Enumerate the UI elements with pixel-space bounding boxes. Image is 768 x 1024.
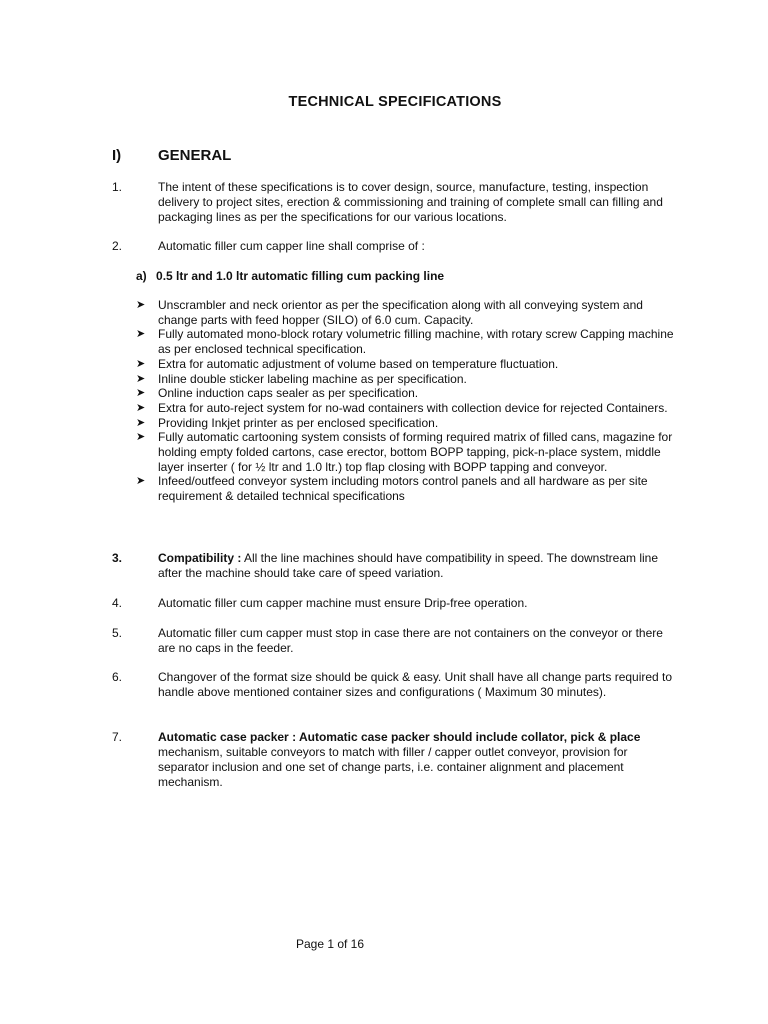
item-number: 4. [112, 596, 123, 610]
bullet-list [136, 298, 681, 504]
item-text: Automatic filler cum capper machine must ensure Drip-free operation. [158, 596, 528, 610]
arrow-bullet-icon: ➤ [136, 328, 146, 341]
item-lead: Compatibility : [158, 551, 242, 565]
list-item-text: Online induction caps sealer as per specification. [158, 386, 419, 401]
list-item-text: Fully automatic cartooning system consists of forming required matrix of filled cans, magazine for holding empty folded cartons, case erector, bottom BOPP tapping, pick-n-place system, middle layer inserter ( for ½ ltr and 1.0 ltr.) top flap closing with BOPP tapping and conveyor. [158, 430, 673, 474]
list-item [136, 401, 681, 416]
arrow-bullet-icon: ➤ [136, 372, 146, 385]
list-item-text: Extra for automatic adjustment of volume based on temperature fluctuation. [158, 356, 559, 371]
section-label: GENERAL [158, 147, 232, 164]
list-item [136, 372, 681, 387]
list-item [136, 327, 681, 356]
item-text: Automatic filler cum capper must stop in case there are not containers on the conveyor or there are no caps in the feeder. [158, 626, 663, 655]
arrow-bullet-icon: ➤ [136, 387, 146, 400]
list-item-text: Infeed/outfeed conveyor system including motors control panels and all hardware as per site requirement & detailed technical specifications [158, 474, 648, 504]
section-number: I) [112, 147, 122, 164]
subsection-label: 0.5 ltr and 1.0 ltr automatic filling cum packing line [156, 269, 445, 283]
item-text [158, 551, 680, 581]
list-item-text: Providing Inkjet printer as per enclosed specification. [158, 415, 439, 430]
item-number: 2. [112, 239, 123, 253]
item-body: mechanism, suitable conveyors to match with filler / capper outlet conveyor, provision for separator inclusion and one set of change parts, i.e. container alignment and placement mechanism. [158, 745, 628, 789]
item-text [158, 730, 680, 790]
list-item-text: Inline double sticker labeling machine as per specification. [158, 371, 467, 386]
item-text: Automatic filler cum capper line shall comprise of : [158, 239, 425, 253]
list-item-text: Fully automated mono-block rotary volumetric filling machine, with rotary screw Capping machine as per enclosed technical specification. [158, 327, 674, 357]
arrow-bullet-icon: ➤ [136, 475, 146, 488]
list-item [136, 386, 681, 401]
list-item-text: Extra for auto-reject system for no-wad containers with collection device for rejected Containers. [158, 400, 668, 415]
item-number: 3. [112, 551, 123, 565]
page-number: Page 1 of 16 [295, 937, 365, 951]
arrow-bullet-icon: ➤ [136, 299, 146, 311]
arrow-bullet-icon: ➤ [136, 357, 146, 370]
list-item [136, 416, 681, 431]
list-item [136, 298, 681, 327]
item-number: 6. [112, 670, 123, 684]
document-title: TECHNICAL SPECIFICATIONS [288, 94, 502, 110]
arrow-bullet-icon: ➤ [136, 431, 146, 444]
item-text: Changover of the format size should be quick & easy. Unit shall have all change parts required to handle above mentioned container sizes and configurations ( Maximum 30 minutes). [158, 670, 673, 699]
item-body: All the line machines should have compatibility in speed. The downstream line after the machine should take care of speed variation. [158, 551, 659, 580]
list-item [136, 474, 681, 503]
subsection-marker: a) [136, 269, 147, 283]
subsection-heading [136, 269, 444, 283]
list-item [136, 357, 681, 372]
arrow-bullet-icon: ➤ [136, 416, 146, 429]
item-lead: Automatic case packer : Automatic case packer should include collator, pick & place [158, 730, 641, 744]
list-item [136, 430, 681, 474]
list-item-text: Unscrambler and neck orientor as per the specification along with all conveying system and change parts with feed hopper (SILO) of 6.0 cum. Capacity. [158, 298, 643, 327]
arrow-bullet-icon: ➤ [136, 401, 146, 414]
item-number: 1. [112, 180, 123, 194]
item-text: The intent of these specifications is to cover design, source, manufacture, testing, inspection delivery to project sites, erection & commissioning and training of complete small can filling and packaging lines as per the specifications for our various locations. [158, 180, 663, 224]
item-number: 7. [112, 730, 123, 744]
item-number: 5. [112, 626, 123, 640]
